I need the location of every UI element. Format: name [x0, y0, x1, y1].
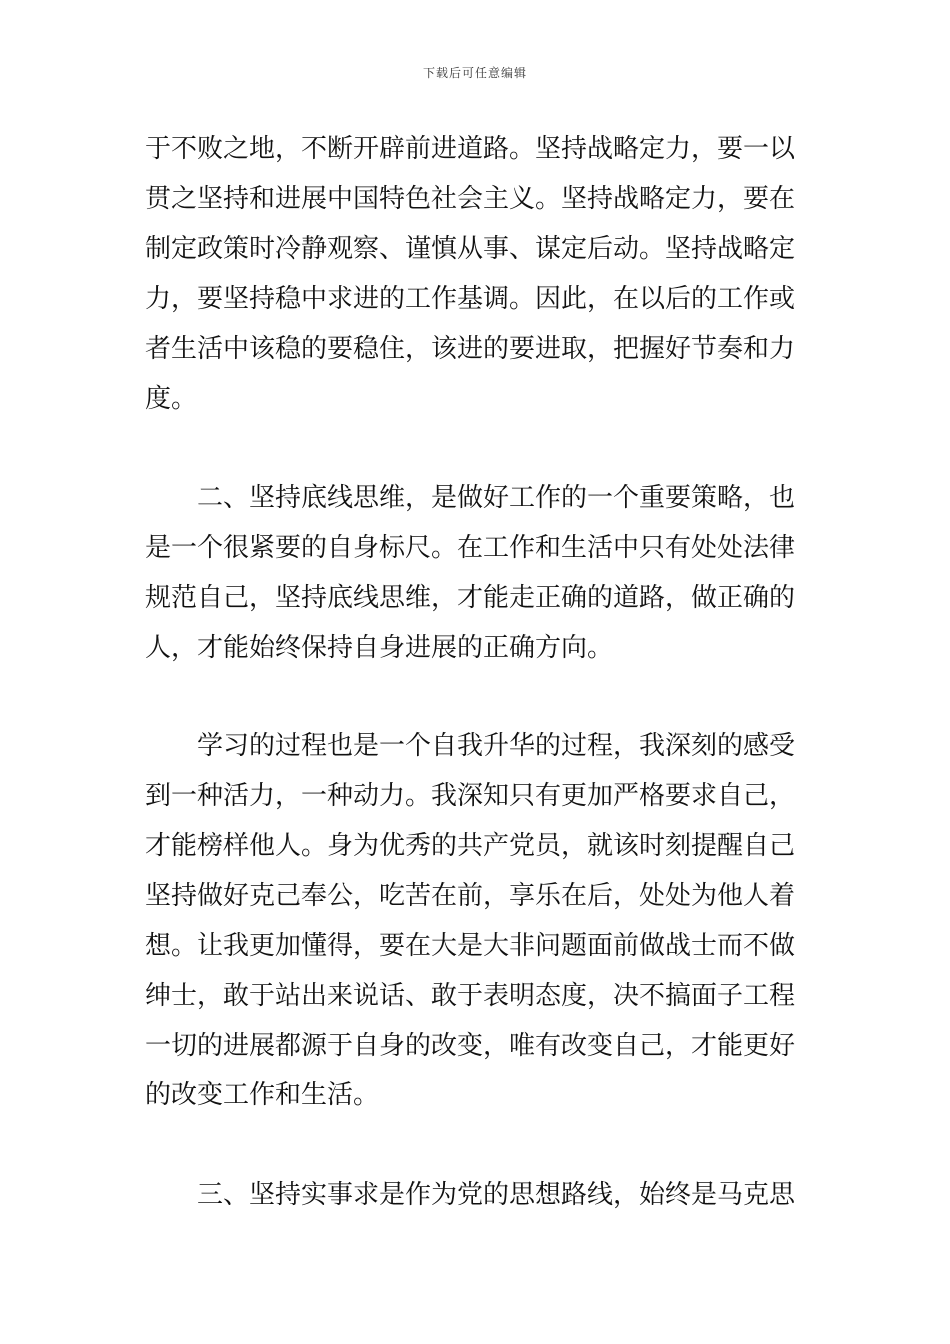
page-header: 下载后可任意编辑 — [422, 66, 527, 80]
paragraph-3-line-4: 坚持做好克己奉公，吃苦在前，享乐在后，处处为他人着 — [145, 881, 796, 911]
paragraph-1-line-3: 制定政策时冷静观察、谨慎从事、谋定后动。坚持战略定 — [145, 234, 796, 264]
paragraph-1-line-6: 度。 — [145, 384, 198, 414]
paragraph-3-line-7: 一切的进展都源于自身的改变，唯有改变自己，才能更好 — [145, 1031, 796, 1061]
paragraph-2-line-4: 人，才能始终保持自身进展的正确方向。 — [145, 633, 614, 663]
paragraph-4-line-1: 三、坚持实事求是作为党的思想路线，始终是马克思 — [145, 1180, 796, 1210]
paragraph-3-line-1: 学习的过程也是一个自我升华的过程，我深刻的感受 — [145, 731, 796, 761]
paragraph-3-line-3: 才能榜样他人。身为优秀的共产党员，就该时刻提醒自己 — [145, 831, 796, 861]
paragraph-1-line-1: 于不败之地，不断开辟前进道路。坚持战略定力，要一以 — [145, 134, 796, 164]
paragraph-2-line-2: 是一个很紧要的自身标尺。在工作和生活中只有处处法律 — [145, 533, 796, 563]
paragraph-3-line-2: 到一种活力，一种动力。我深知只有更加严格要求自己， — [145, 781, 796, 811]
paragraph-3-line-5: 想。让我更加懂得，要在大是大非问题面前做战士而不做 — [145, 931, 796, 961]
paragraph-2-line-1: 二、坚持底线思维，是做好工作的一个重要策略，也 — [145, 483, 796, 513]
paragraph-2-line-3: 规范自己，坚持底线思维，才能走正确的道路，做正确的 — [145, 583, 796, 613]
paragraph-1-line-5: 者生活中该稳的要稳住，该进的要进取，把握好节奏和力 — [145, 334, 796, 364]
paragraph-3-line-6: 绅士，敢于站出来说话、敢于表明态度，决不搞面子工程 — [145, 981, 796, 1011]
paragraph-1-line-4: 力，要坚持稳中求进的工作基调。因此，在以后的工作或 — [145, 284, 796, 314]
paragraph-1-line-2: 贯之坚持和进展中国特色社会主义。坚持战略定力，要在 — [145, 184, 796, 214]
paragraph-3-line-8: 的改变工作和生活。 — [145, 1080, 380, 1110]
